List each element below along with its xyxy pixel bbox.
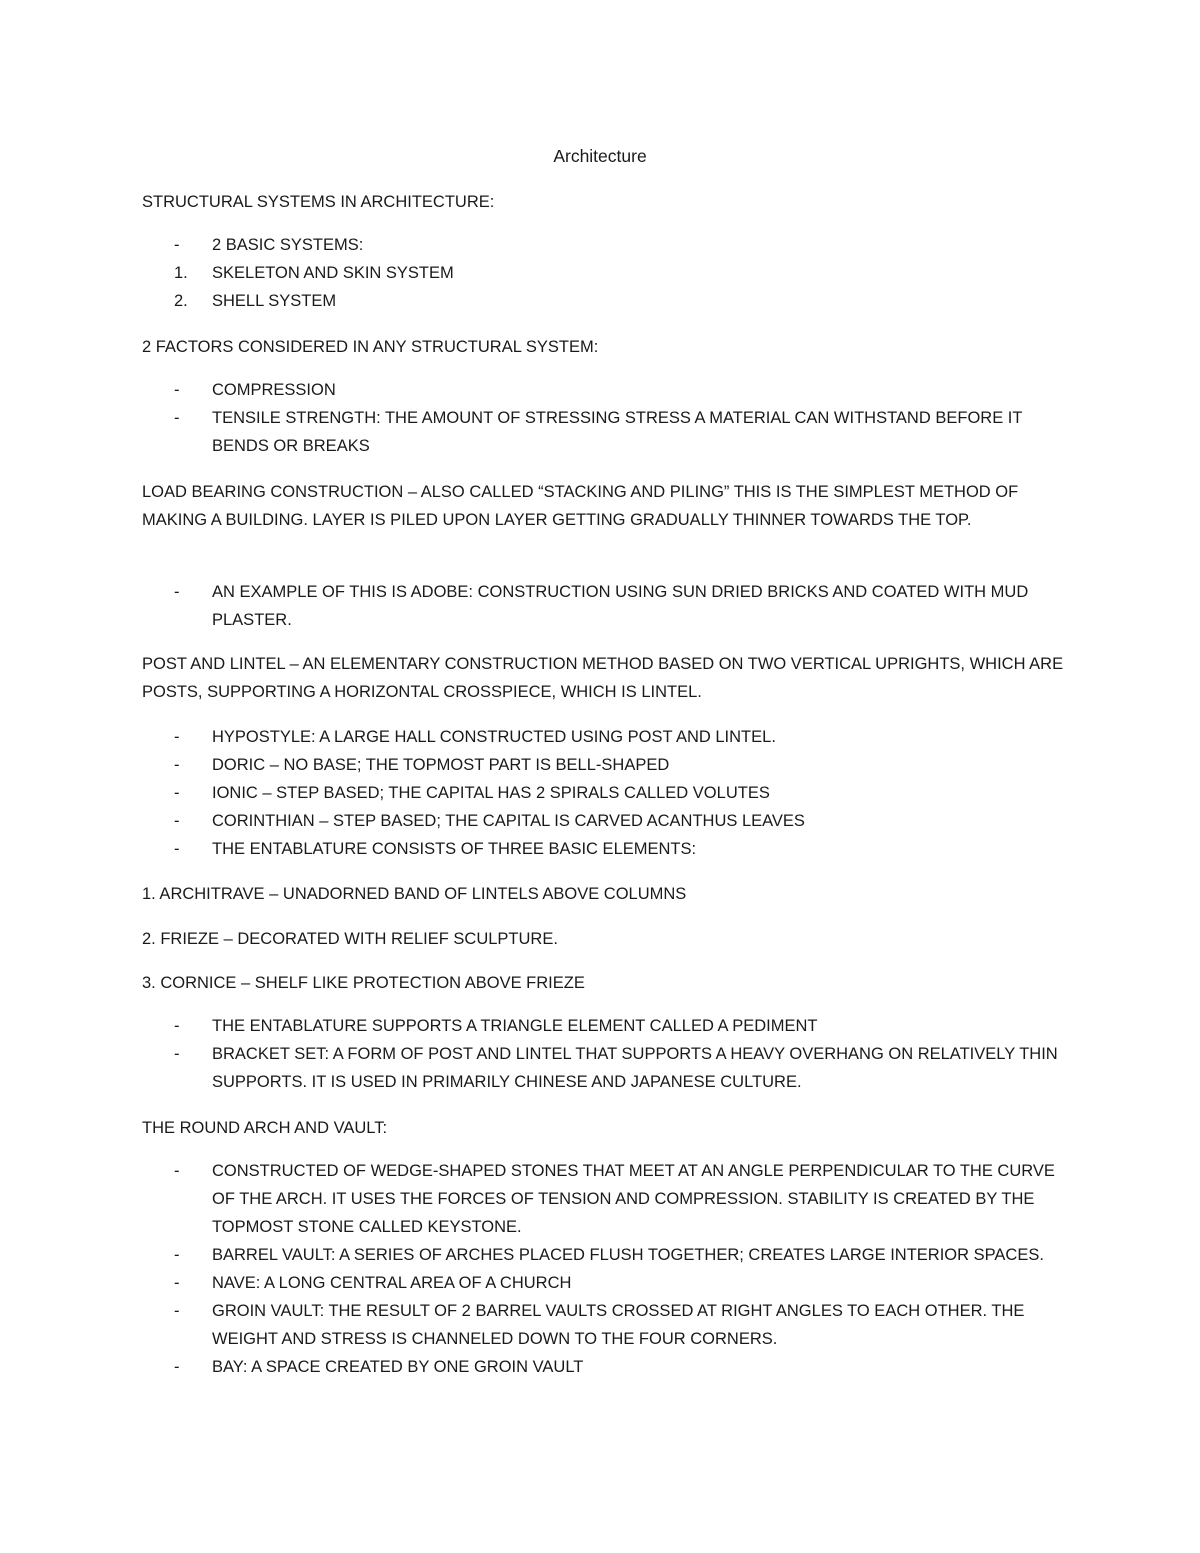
list-item-text: AN EXAMPLE OF THIS IS ADOBE: CONSTRUCTION USING SUN DRIED BRICKS AND COATED WITH MUD PLASTER. <box>212 583 1029 629</box>
list-item <box>142 835 1072 863</box>
bullet-marker: - <box>174 1017 180 1035</box>
list-item <box>142 779 1072 807</box>
bullet-marker: - <box>174 381 180 399</box>
entablature-list <box>142 1012 1072 1096</box>
list-item-text: TENSILE STRENGTH: THE AMOUNT OF STRESSING STRESS A MATERIAL CAN WITHSTAND BEFORE IT BENDS OR BREAKS <box>212 409 1023 455</box>
bullet-marker: - <box>174 236 180 254</box>
list-item <box>142 1040 1072 1096</box>
list-item <box>142 1012 1072 1040</box>
load-bearing-paragraph: LOAD BEARING CONSTRUCTION – ALSO CALLED “STACKING AND PILING” THIS IS THE SIMPLEST METHOD OF MAKING A BUILDING. LAYER IS PILED UPON LAYER GETTING GRADUALLY THINNER TOWARDS THE TOP. <box>142 483 1019 529</box>
basic-systems-list <box>142 231 1072 315</box>
list-item <box>142 404 1072 460</box>
bullet-marker: - <box>174 409 180 427</box>
list-item <box>142 751 1072 779</box>
list-item-text: CORINTHIAN – STEP BASED; THE CAPITAL IS CARVED ACANTHUS LEAVES <box>212 812 805 830</box>
entablature-element-cornice: 3. CORNICE – SHELF LIKE PROTECTION ABOVE FRIEZE <box>142 974 585 992</box>
section-heading-structural-systems: STRUCTURAL SYSTEMS IN ARCHITECTURE: <box>142 193 495 211</box>
list-item-text: DORIC – NO BASE; THE TOPMOST PART IS BELL-SHAPED <box>212 756 670 774</box>
list-item-text: THE ENTABLATURE CONSISTS OF THREE BASIC ELEMENTS: <box>212 840 697 858</box>
factors-list <box>142 376 1072 460</box>
entablature-element-frieze: 2. FRIEZE – DECORATED WITH RELIEF SCULPTURE. <box>142 930 558 948</box>
list-item-text: GROIN VAULT: THE RESULT OF 2 BARREL VAULTS CROSSED AT RIGHT ANGLES TO EACH OTHER. THE WEIGHT AND STRESS IS CHANNELED DOWN TO THE FOUR CORNERS. <box>212 1302 1025 1348</box>
bullet-marker: - <box>174 1045 180 1063</box>
bullet-marker: - <box>174 784 180 802</box>
list-item <box>142 578 1072 634</box>
list-item <box>142 1297 1072 1353</box>
list-item <box>142 723 1072 751</box>
section-heading-factors: 2 FACTORS CONSIDERED IN ANY STRUCTURAL SYSTEM: <box>142 338 599 356</box>
list-item <box>142 376 1072 404</box>
bullet-marker: - <box>174 1246 180 1264</box>
bullet-marker: - <box>174 756 180 774</box>
list-item <box>142 231 1072 259</box>
post-lintel-list <box>142 723 1072 863</box>
bullet-marker: - <box>174 583 180 601</box>
bullet-marker: - <box>174 728 180 746</box>
list-item-text: CONSTRUCTED OF WEDGE-SHAPED STONES THAT MEET AT AN ANGLE PERPENDICULAR TO THE CURVE OF THE ARCH. IT USES THE FORCES OF TENSION AND COMPRESSION. STABILITY IS CREATED BY THE TOPMOST STONE CALLED KEYSTONE. <box>212 1162 1055 1236</box>
number-marker: 1. <box>174 264 188 282</box>
section-heading-round-arch: THE ROUND ARCH AND VAULT: <box>142 1119 388 1137</box>
list-item-text: HYPOSTYLE: A LARGE HALL CONSTRUCTED USING POST AND LINTEL. <box>212 728 776 746</box>
list-item-text: BARREL VAULT: A SERIES OF ARCHES PLACED FLUSH TOGETHER; CREATES LARGE INTERIOR SPACES. <box>212 1246 1044 1264</box>
list-item-text: COMPRESSION <box>212 381 336 399</box>
list-item-text: SHELL SYSTEM <box>212 292 337 310</box>
bullet-marker: - <box>174 1274 180 1292</box>
arch-vault-list <box>142 1157 1072 1381</box>
bullet-marker: - <box>174 1302 180 1320</box>
list-item-text: THE ENTABLATURE SUPPORTS A TRIANGLE ELEMENT CALLED A PEDIMENT <box>212 1017 818 1035</box>
list-item <box>142 807 1072 835</box>
entablature-element-architrave: 1. ARCHITRAVE – UNADORNED BAND OF LINTELS ABOVE COLUMNS <box>142 885 687 903</box>
list-item-text: 2 BASIC SYSTEMS: <box>212 236 364 254</box>
post-and-lintel-paragraph: POST AND LINTEL – AN ELEMENTARY CONSTRUCTION METHOD BASED ON TWO VERTICAL UPRIGHTS, WHICH ARE POSTS, SUPPORTING A HORIZONTAL CROSSPIECE, WHICH IS LINTEL. <box>142 655 1064 701</box>
list-item <box>142 1157 1072 1241</box>
bullet-marker: - <box>174 1162 180 1180</box>
bullet-marker: - <box>174 1358 180 1376</box>
list-item <box>142 1269 1072 1297</box>
number-marker: 2. <box>174 292 188 310</box>
list-item <box>142 259 1072 287</box>
list-item <box>142 1241 1072 1269</box>
bullet-marker: - <box>174 812 180 830</box>
list-item-text: IONIC – STEP BASED; THE CAPITAL HAS 2 SPIRALS CALLED VOLUTES <box>212 784 770 802</box>
list-item-text: BAY: A SPACE CREATED BY ONE GROIN VAULT <box>212 1358 584 1376</box>
bullet-marker: - <box>174 840 180 858</box>
list-item-text: BRACKET SET: A FORM OF POST AND LINTEL THAT SUPPORTS A HEAVY OVERHANG ON RELATIVELY THIN SUPPORTS. IT IS USED IN PRIMARILY CHINESE AND JAPANESE CULTURE. <box>212 1045 1058 1091</box>
list-item-text: SKELETON AND SKIN SYSTEM <box>212 264 454 282</box>
list-item <box>142 1353 1072 1381</box>
list-item <box>142 287 1072 315</box>
adobe-list <box>142 578 1072 634</box>
page-title: Architecture <box>553 146 647 166</box>
list-item-text: NAVE: A LONG CENTRAL AREA OF A CHURCH <box>212 1274 572 1292</box>
